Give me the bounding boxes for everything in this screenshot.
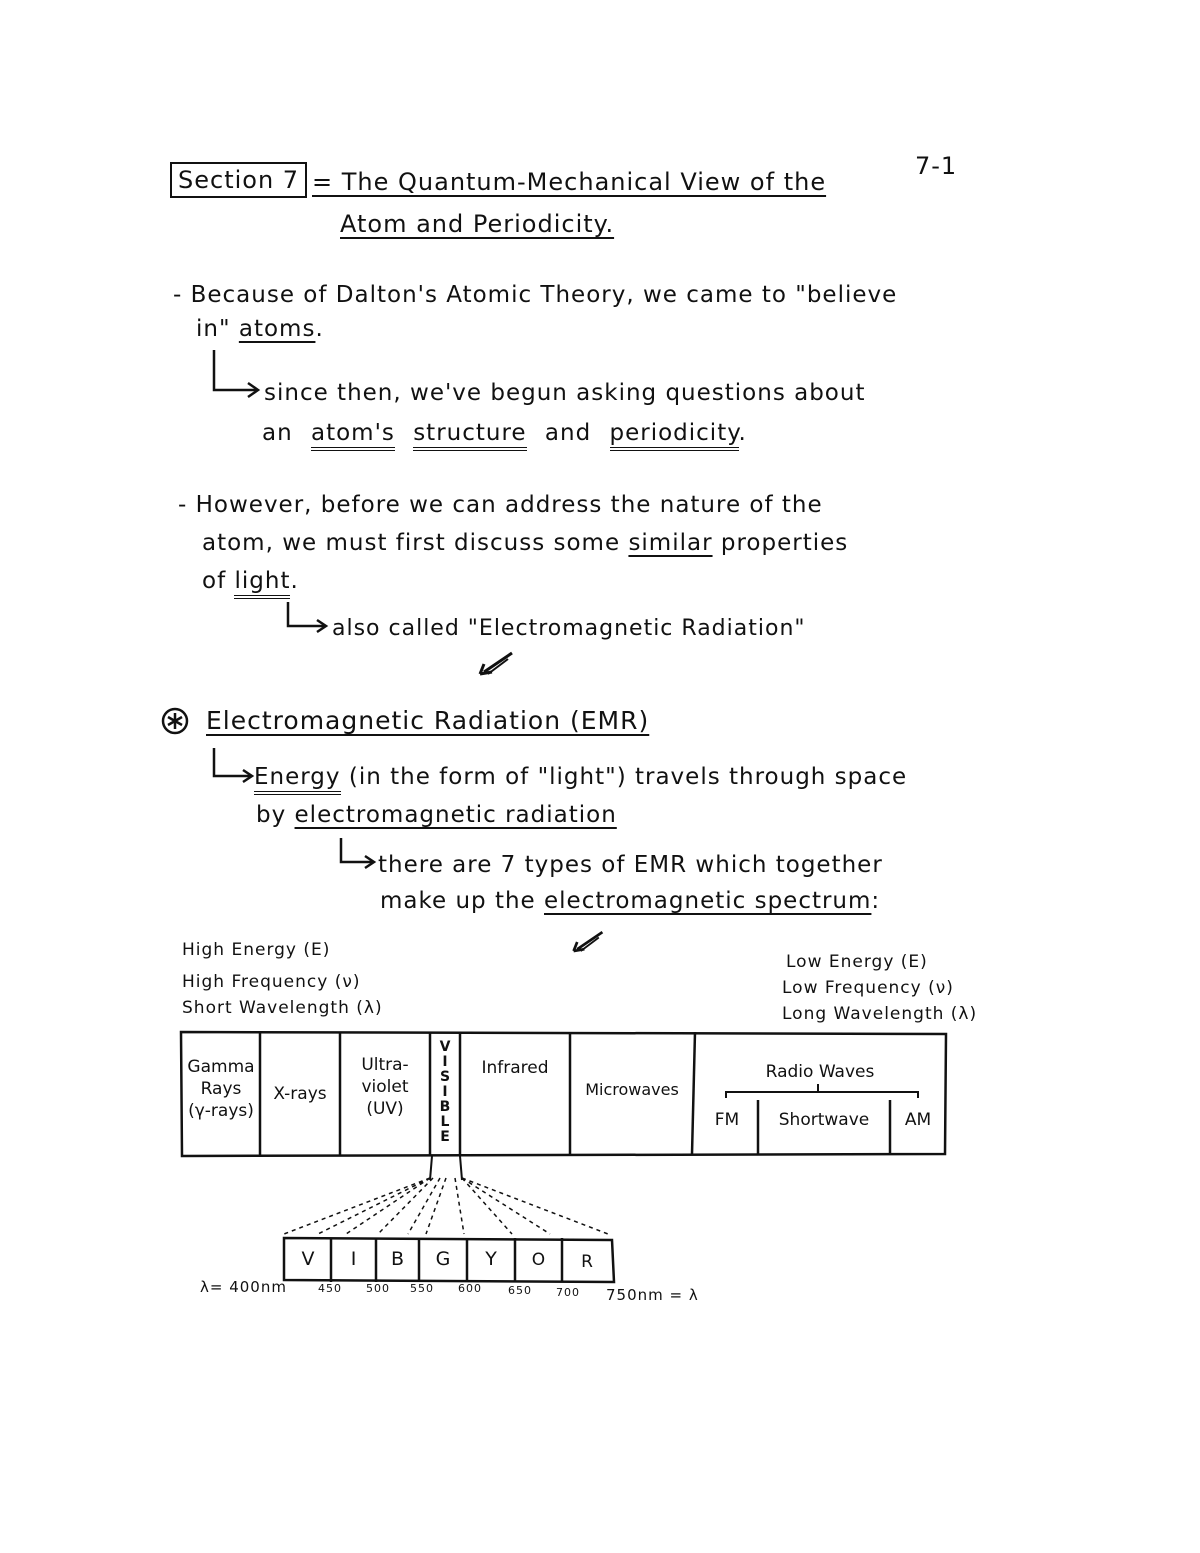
- atoms-structure-word: atom's: [311, 420, 395, 451]
- visible-letter: I: [442, 1054, 448, 1070]
- para1-sub-and: and: [544, 420, 592, 446]
- color-green: G: [435, 1248, 451, 1270]
- visible-letter: L: [440, 1114, 450, 1130]
- emr-heading: Electromagnetic Radiation (EMR): [206, 706, 650, 735]
- xrays-cell: X-rays: [273, 1084, 327, 1104]
- gamma-line1: Gamma: [187, 1057, 255, 1077]
- emr-line1-rest: (in the form of "light") travels through space: [348, 764, 908, 790]
- right-label-frequency: Low Frequency (ν): [782, 978, 954, 998]
- emr-sub-line2-post: :: [871, 888, 881, 914]
- uv-line1: Ultra-: [361, 1055, 409, 1075]
- para1-line1: - Because of Dalton's Atomic Theory, we came to "believe: [173, 282, 898, 308]
- similar-word: similar: [628, 530, 713, 556]
- visible-letter: I: [442, 1084, 448, 1100]
- tick-700: 700: [556, 1286, 580, 1299]
- tick-650: 650: [508, 1284, 532, 1297]
- uv-cell: [341, 1054, 429, 1120]
- title-line-1: = The Quantum-Mechanical View of the: [312, 168, 827, 196]
- am-cell: AM: [904, 1110, 932, 1130]
- para1-sub-pre: an: [262, 420, 293, 446]
- energy-word: Energy: [254, 764, 341, 795]
- visible-letter: S: [439, 1069, 451, 1085]
- emr-term: electromagnetic radiation: [294, 802, 617, 828]
- para1-sub-line1: since then, we've begun asking questions about: [264, 380, 866, 406]
- para2-sub: also called "Electromagnetic Radiation": [332, 616, 806, 641]
- tick-450: 450: [318, 1282, 342, 1295]
- structure-word: structure: [413, 420, 526, 451]
- left-label-wavelength: Short Wavelength (λ): [182, 998, 383, 1018]
- microwaves-cell: Microwaves: [585, 1080, 679, 1099]
- para1-sub-end: .: [738, 420, 747, 446]
- lambda-start-label: λ= 400nm: [200, 1278, 287, 1296]
- tick-600: 600: [458, 1282, 482, 1295]
- radio-waves-cell: Radio Waves: [765, 1062, 875, 1082]
- visible-letter: V: [439, 1039, 451, 1055]
- section-label: Section 7: [170, 162, 307, 198]
- color-yellow: Y: [485, 1248, 497, 1270]
- para2-line1: - However, before we can address the nature of the: [178, 492, 823, 518]
- left-label-energy: High Energy (E): [182, 940, 331, 960]
- right-label-wavelength: Long Wavelength (λ): [782, 1004, 978, 1024]
- para1-line2-post: .: [315, 316, 324, 342]
- emr-sub-line1: there are 7 types of EMR which together: [378, 852, 883, 878]
- para2-line2-post: properties: [720, 530, 849, 556]
- uv-line2: violet: [361, 1077, 409, 1097]
- para1-line2-pre: in": [196, 316, 231, 342]
- shortwave-cell: Shortwave: [778, 1110, 870, 1130]
- em-spectrum-term: electromagnetic spectrum: [544, 888, 872, 914]
- periodicity-word: periodicity: [610, 420, 739, 451]
- visible-cell: [431, 1040, 459, 1145]
- tick-500: 500: [366, 1282, 390, 1295]
- para2-line3-pre: of: [202, 568, 227, 594]
- color-orange: O: [531, 1250, 546, 1270]
- color-red: R: [581, 1252, 593, 1272]
- emr-sub-line2-pre: make up the: [380, 888, 536, 914]
- title-line-2: Atom and Periodicity.: [340, 210, 615, 238]
- light-word: light: [234, 568, 290, 599]
- gamma-rays-cell: [183, 1056, 259, 1122]
- fm-cell: FM: [714, 1110, 740, 1130]
- emr-line2-pre: by: [256, 802, 287, 828]
- gamma-line3: (γ-rays): [188, 1101, 254, 1121]
- lambda-end-label: 750nm = λ: [606, 1286, 699, 1304]
- color-violet: V: [301, 1248, 315, 1270]
- page-number: 7-1: [915, 152, 958, 180]
- tick-550: 550: [410, 1282, 434, 1295]
- gamma-line2: Rays: [200, 1079, 242, 1099]
- visible-letter: B: [439, 1099, 451, 1115]
- color-blue: B: [390, 1248, 405, 1270]
- visible-letter: E: [440, 1129, 450, 1145]
- left-label-frequency: High Frequency (ν): [182, 972, 361, 992]
- right-label-energy: Low Energy (E): [786, 952, 928, 972]
- para2-line2-pre: atom, we must first discuss some: [202, 530, 621, 556]
- para2-line3-post: .: [290, 568, 299, 594]
- infrared-cell: Infrared: [481, 1058, 549, 1078]
- uv-line3: (UV): [366, 1099, 404, 1119]
- color-indigo: I: [350, 1248, 357, 1270]
- atoms-word: atoms: [238, 316, 316, 342]
